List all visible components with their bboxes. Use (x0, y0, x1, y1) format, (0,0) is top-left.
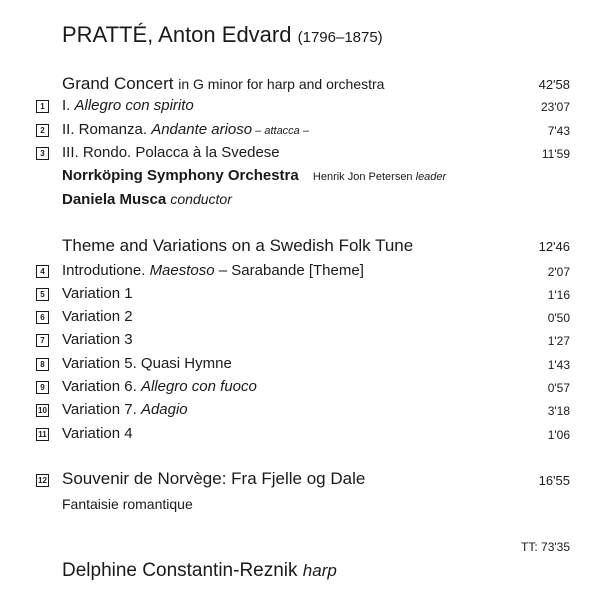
track-title-plain: Variation 7. (62, 401, 141, 418)
work2-title: Theme and Variations on a Swedish Folk Tune (62, 236, 414, 255)
work3-title: Souvenir de Norvège: Fra Fjelle og Dale (62, 469, 366, 488)
track-number: 12 (36, 474, 49, 487)
track-duration: 1'27 (547, 334, 570, 348)
track-title-after: – Sarabande [Theme] (214, 262, 364, 279)
composer-name: PRATTÉ, Anton Edvard (62, 22, 292, 47)
track-title-italic: Allegro con fuoco (140, 378, 257, 395)
track-title (62, 401, 188, 418)
work1-title: Grand Concert (62, 74, 174, 93)
track-number: 8 (36, 358, 49, 371)
track-title: Variation 5. Quasi Hymne (62, 355, 232, 372)
track-title-italic: Allegro con spirito (74, 97, 194, 114)
track-duration: 0'57 (547, 381, 570, 395)
conductor-line (62, 191, 232, 208)
track-title-plain: III. Rondo. Polacca à la Svedese (62, 144, 280, 161)
track-title: Variation 3 (62, 331, 133, 348)
track-title-italic: Maestoso (149, 262, 215, 279)
composer-years: (1796–1875) (297, 29, 383, 46)
track-duration: 1'16 (547, 288, 570, 302)
track-duration: 7'43 (547, 124, 570, 138)
track-number: 11 (36, 428, 49, 441)
track-number: 10 (36, 404, 49, 417)
track-duration: 23'07 (541, 100, 570, 114)
work3-subtitle: Fantaisie romantique (62, 496, 193, 512)
composer-heading (62, 22, 383, 48)
track-number: 3 (36, 147, 49, 160)
track-title: Variation 1 (62, 285, 133, 302)
track-number: 6 (36, 311, 49, 324)
orchestra-name: Norrköping Symphony Orchestra (62, 167, 299, 184)
leader-role: leader (415, 171, 447, 183)
soloist-line (62, 560, 337, 582)
track-title-italic: Andante arioso (151, 121, 253, 138)
orchestra-line (62, 167, 446, 184)
track-title-plain: Variation 6. (62, 378, 141, 395)
soloist-instrument: harp (302, 561, 337, 580)
leader-name: Henrik Jon Petersen (312, 171, 413, 183)
conductor-name: Daniela Musca (62, 191, 167, 208)
track-duration: 11'59 (541, 147, 570, 161)
work3-duration: 16'55 (538, 473, 570, 488)
track-title-plain: Introdutione. (62, 262, 150, 279)
work2-total-duration: 12'46 (538, 239, 570, 254)
track-number: 5 (36, 288, 49, 301)
track-number: 2 (36, 124, 49, 137)
track-number: 4 (36, 265, 49, 278)
track-title-italic: Adagio (140, 401, 188, 418)
track-title: Variation 4 (62, 425, 133, 442)
track-duration: 2'07 (547, 265, 570, 279)
track-duration: 1'06 (547, 428, 570, 442)
track-number: 7 (36, 334, 49, 347)
track-duration: 1'43 (547, 358, 570, 372)
track-number: 1 (36, 100, 49, 113)
track-title-note: – attacca – (252, 125, 309, 137)
track-title-plain: I. (62, 97, 75, 114)
work1-total-duration: 42'58 (538, 77, 570, 92)
track-title (62, 262, 364, 279)
leader (313, 171, 446, 183)
track-duration: 3'18 (547, 404, 570, 418)
total-time: TT: 73'35 (521, 540, 570, 554)
track-duration: 0'50 (547, 311, 570, 325)
soloist-name: Delphine Constantin-Reznik (62, 560, 298, 581)
track-title (62, 121, 309, 138)
track-title-plain: II. Romanza. (62, 121, 152, 138)
work1-subtitle: in G minor for harp and orchestra (178, 76, 385, 92)
work1-title-line (62, 74, 384, 94)
track-title (62, 378, 257, 395)
track-title (62, 144, 280, 161)
track-number: 9 (36, 381, 49, 394)
track-title: Variation 2 (62, 308, 133, 325)
conductor-role: conductor (170, 191, 232, 207)
track-title (62, 97, 194, 114)
